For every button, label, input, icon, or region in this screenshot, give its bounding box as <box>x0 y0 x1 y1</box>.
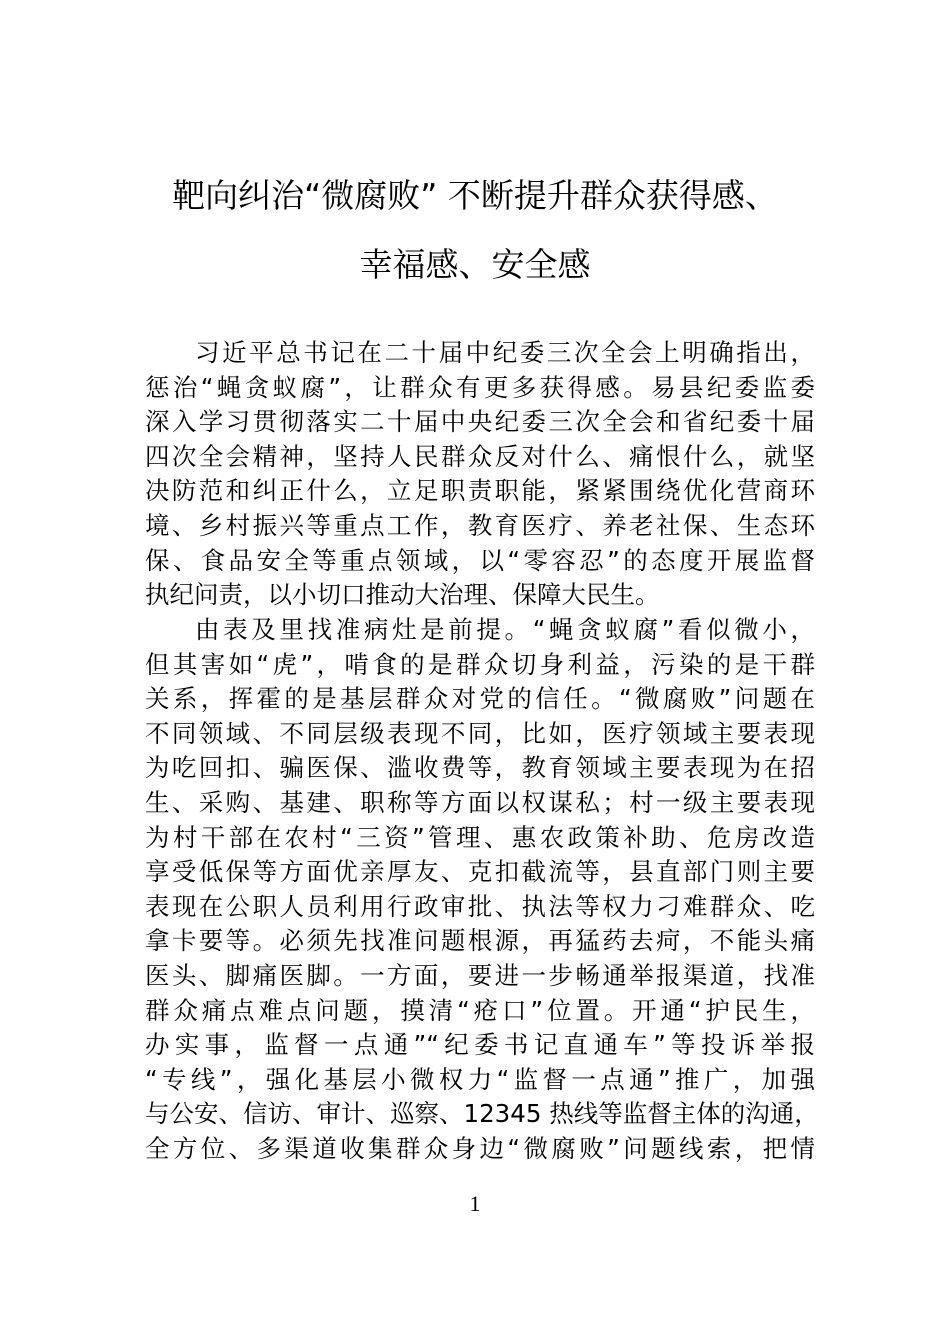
paragraph-line: 决防范和纠正什么，立足职责职能，紧紧围绕优化营商环 <box>145 476 815 506</box>
paragraph-line: 深入学习贯彻落实二十届中央纪委三次全会和省纪委十届 <box>145 407 815 437</box>
paragraph-line: 办实事，监督一点通”“纪委书记直通车”等投诉举报 <box>145 1030 815 1060</box>
paragraph-line: 全方位、多渠道收集群众身边“微腐败”问题线索，把情 <box>145 1133 815 1163</box>
paragraph-line: 为村干部在农村“三资”管理、惠农政策补助、危房改造 <box>145 822 815 852</box>
paragraph-line: 四次全会精神，坚持人民群众反对什么、痛恨什么，就坚 <box>145 441 815 471</box>
paragraph-line: 执纪问责，以小切口推动大治理、保障大民生。 <box>145 580 660 610</box>
page-number: 1 <box>469 1191 481 1216</box>
paragraph-line: 享受低保等方面优亲厚友、克扣截流等，县直部门则主要 <box>145 857 815 887</box>
paragraph-line: 生、采购、基建、职称等方面以权谋私；村一级主要表现 <box>145 787 815 817</box>
paragraph-2 <box>145 613 819 1167</box>
document-title-line-1: 靶向纠治“微腐败” 不断提升群众获得感、 <box>172 176 778 215</box>
paragraph-line: 群众痛点难点问题，摸清“疮口”位置。开通“护民生， <box>145 995 815 1025</box>
paragraph-line: 习近平总书记在二十届中纪委三次全会上明确指出， <box>195 338 815 367</box>
paragraph-line: 但其害如“虎”，啃食的是群众切身利益，污染的是干群 <box>145 649 815 679</box>
document-title-line-2: 幸福感、安全感 <box>359 245 591 284</box>
paragraph-line: 拿卡要等。必须先找准问题根源，再猛药去疴，不能头痛 <box>145 926 815 956</box>
paragraph-line: 惩治“蝇贪蚁腐”，让群众有更多获得感。易县纪委监委 <box>145 372 815 402</box>
paragraph-line: 不同领域、不同层级表现不同，比如，医疗领域主要表现 <box>145 718 815 748</box>
paragraph-1 <box>145 336 815 613</box>
paragraph-line: 医头、脚痛医脚。一方面，要进一步畅通举报渠道，找准 <box>145 960 815 990</box>
paragraph-line: 与公安、信访、审计、巡察、12345 热线等监督主体的沟通， <box>145 1099 819 1129</box>
paragraph-line: 境、乡村振兴等重点工作，教育医疗、养老社保、生态环 <box>145 510 815 540</box>
paragraph-line: 保、食品安全等重点领域，以“零容忍”的态度开展监督 <box>145 545 815 575</box>
paragraph-line: 表现在公职人员利用行政审批、执法等权力刁难群众、吃 <box>145 891 815 921</box>
paragraph-line: “专线”，强化基层小微权力“监督一点通”推广，加强 <box>145 1064 815 1094</box>
paragraph-line: 由表及里找准病灶是前提。“蝇贪蚁腐”看似微小， <box>195 615 815 644</box>
paragraph-line: 关系，挥霍的是基层群众对党的信任。“微腐败”问题在 <box>145 684 815 714</box>
paragraph-line: 为吃回扣、骗医保、滥收费等，教育领域主要表现为在招 <box>145 753 815 783</box>
